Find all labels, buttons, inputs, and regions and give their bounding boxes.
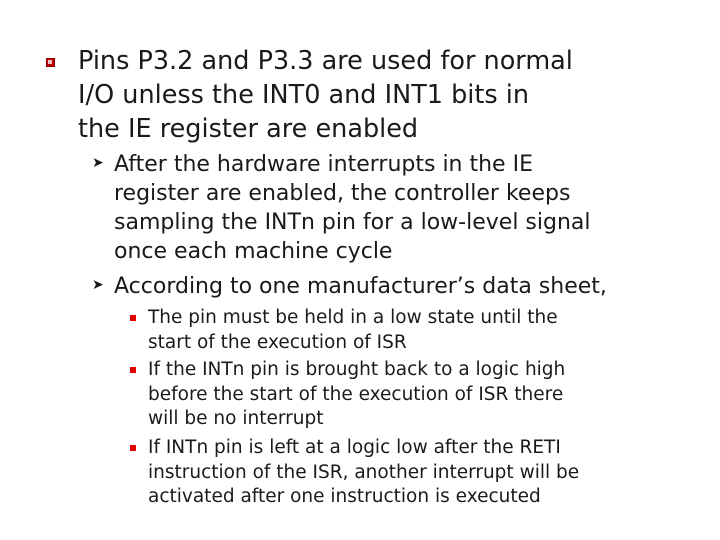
sub-sub-bullet-1-text: The pin must be held in a low state until the start of the execution of ISR	[148, 307, 558, 353]
red-square-bullet-icon	[130, 445, 136, 451]
arrow-bullet-icon: ➤	[92, 277, 104, 293]
sub-sub-bullet-2-text: If the INTn pin is brought back to a logic high before the start of the execution of ISR there will be no interrupt	[148, 359, 566, 429]
sub-bullet-1-text: After the hardware interrupts in the IE register are enabled, the controller keeps sampling the INTn pin for a low-level signal once each machine cycle	[114, 152, 591, 264]
sub-bullet-1	[92, 150, 702, 266]
sub-bullet-2-text: According to one manufacturer’s data sheet,	[114, 274, 607, 299]
red-square-bullet-icon	[130, 367, 136, 373]
red-square-bullet-icon	[130, 315, 136, 321]
arrow-bullet-icon: ➤	[92, 155, 104, 171]
bullet-main	[46, 44, 706, 146]
sub-sub-bullet-3-text: If INTn pin is left at a logic low after the RETI instruction of the ISR, another interrupt will be activated after one instruction is executed	[148, 437, 580, 507]
sub-bullet-2	[92, 272, 702, 301]
sub-sub-bullet-3	[130, 436, 690, 510]
sub-sub-bullet-1	[130, 306, 690, 355]
sub-sub-bullet-2	[130, 358, 690, 432]
square-bullet-icon	[46, 58, 55, 67]
bullet-main-text: Pins P3.2 and P3.3 are used for normal I/O unless the INT0 and INT1 bits in the IE register are enabled	[78, 46, 573, 144]
